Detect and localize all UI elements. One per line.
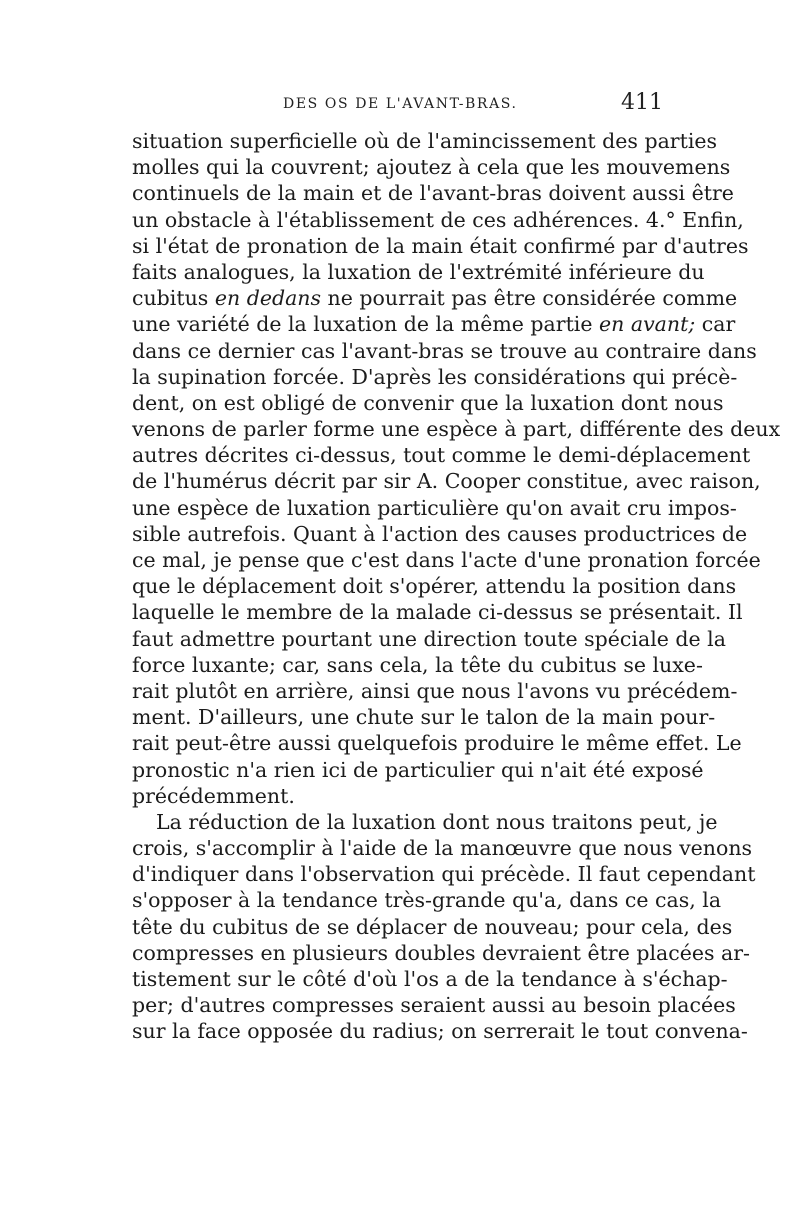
text-line: un obstacle à l'établissement de ces adhérences. 4.° Enfin, — [132, 207, 744, 232]
text-line: per; d'autres compresses seraient aussi au besoin placées — [132, 993, 736, 1018]
text-line: ment. D'ailleurs, une chute sur le talon de la main pour- — [132, 705, 716, 730]
page-number: 411 — [621, 90, 663, 115]
text-line: que le déplacement doit s'opérer, attendu la position dans — [132, 574, 737, 599]
text-line: venons de parler forme une espèce à part, différente des deux — [132, 417, 781, 442]
text-line: autres décrites ci-dessus, tout comme le demi-déplacement — [132, 443, 751, 468]
text-line: sible autrefois. Quant à l'action des causes productrices de — [132, 521, 748, 546]
text-line: une variété de la luxation de la même partie en avant; car — [132, 312, 736, 337]
text-line: faut admettre pourtant une direction toute spéciale de la — [132, 626, 726, 651]
text-line: ce mal, je pense que c'est dans l'acte d'une pronation forcée — [132, 548, 761, 572]
text-line: dent, on est obligé de convenir que la luxation dont nous — [132, 390, 724, 415]
text-line: continuels de la main et de l'avant-bras doivent aussi être — [132, 181, 734, 206]
text-line: compresses en plusieurs doubles devraient être placées ar- — [132, 940, 750, 965]
text-line: précédemment. — [132, 783, 295, 808]
text-line: d'indiquer dans l'observation qui précède. Il faut cependant — [132, 862, 756, 887]
text-line: pronostic n'a rien ici de particulier qui n'ait été exposé — [132, 757, 704, 782]
text-line: molles qui la couvrent; ajoutez à cela que les mouvemens — [132, 155, 731, 180]
text-line: si l'état de pronation de la main était confirmé par d'autres — [132, 233, 749, 258]
text-line: rait plutôt en arrière, ainsi que nous l'avons vu précédem- — [132, 678, 738, 703]
text-line: force luxante; car, sans cela, la tête du cubitus se luxe- — [132, 652, 703, 677]
text-line: une espèce de luxation particulière qu'on avait cru impos- — [132, 495, 737, 520]
text-line: rait peut-être aussi quelquefois produire le même effet. Le — [132, 731, 742, 756]
text-line: dans ce dernier cas l'avant-bras se trouve au contraire dans — [132, 338, 757, 363]
body-text — [132, 128, 781, 1045]
text-line: situation superficielle où de l'amincissement des parties — [132, 129, 718, 153]
text-line: crois, s'accomplir à l'aide de la manœuvre que nous venons — [132, 836, 753, 861]
running-head: DES OS DE L'AVANT-BRAS. — [283, 96, 518, 112]
text-line: s'opposer à la tendance très-grande qu'a, dans ce cas, la — [132, 888, 722, 913]
text-line: La réduction de la luxation dont nous traitons peut, je — [156, 809, 718, 834]
text-line: tistement sur le côté d'où l'os a de la tendance à s'échap- — [132, 967, 728, 991]
text-line: cubitus en dedans ne pourrait pas être considérée comme — [132, 286, 738, 311]
text-line: de l'humérus décrit par sir A. Cooper constitue, avec raison, — [132, 469, 761, 494]
text-line: tête du cubitus de se déplacer de nouveau; pour cela, des — [132, 914, 733, 939]
text-line: faits analogues, la luxation de l'extrémité inférieure du — [132, 259, 705, 284]
text-line: sur la face opposée du radius; on serrerait le tout convena- — [132, 1019, 748, 1044]
text-line: laquelle le membre de la malade ci-dessus se présentait. Il — [132, 600, 743, 625]
text-line: la supination forcée. D'après les considérations qui précè- — [132, 364, 738, 389]
